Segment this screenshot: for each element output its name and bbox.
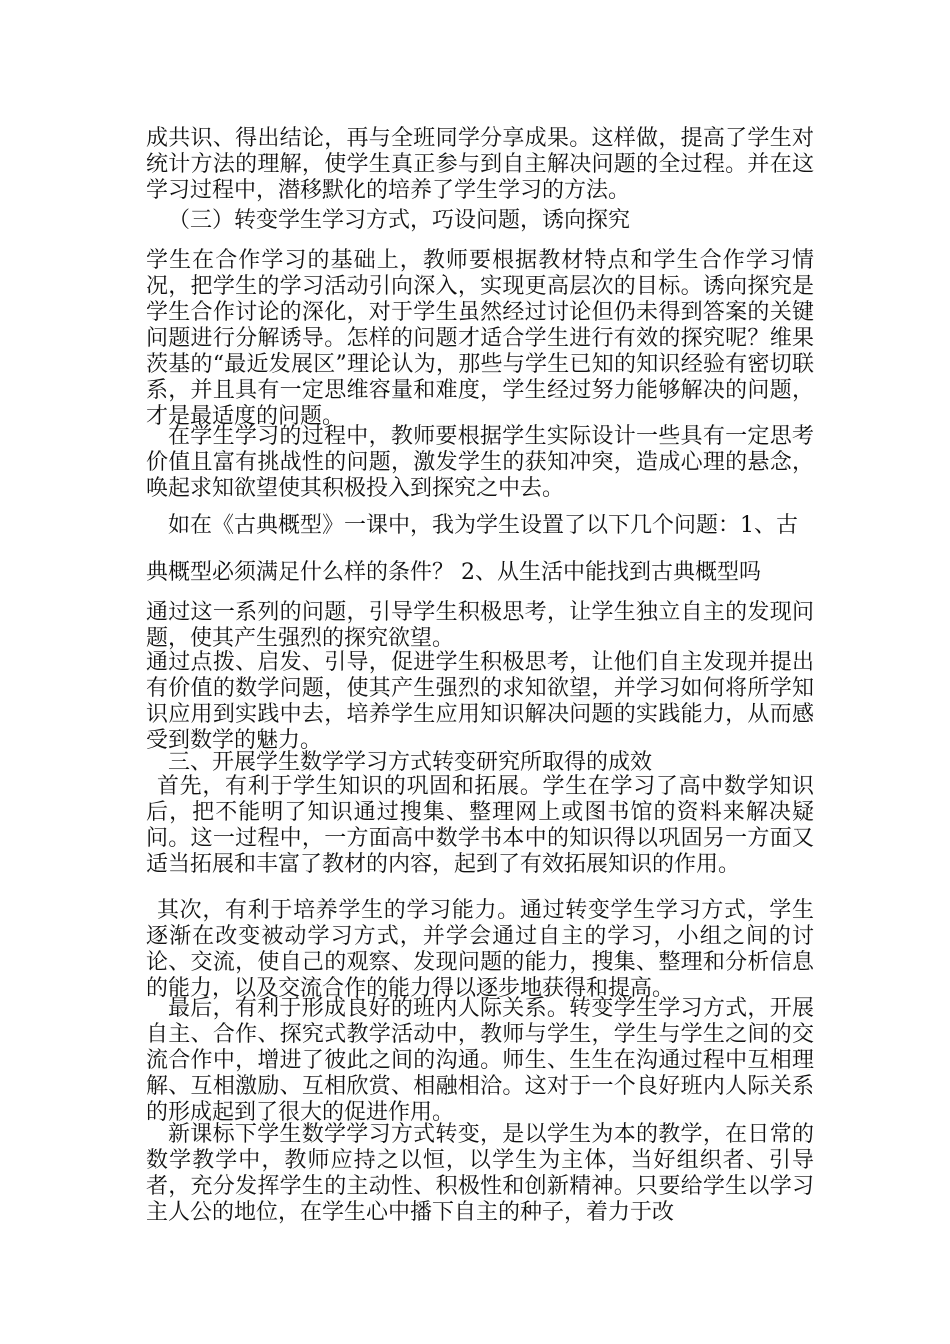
- paragraph-example-line2: 典概型必须满足什么样的条件？ 2、从生活中能找到古典概型吗: [146, 560, 761, 585]
- paragraph-intro: 成共识、得出结论，再与全班同学分享成果。这样做，提高了学生对统计方法的理解，使学生真正参与到自主解决问题的全过程。并在这学习过程中，潜移默化的培养了学生学习的方法。: [146, 126, 814, 203]
- paragraph-guidance: 通过点拨、启发、引导，促进学生积极思考，让他们自主发现并提出有价值的数学问题，使其产生强烈的求知欲望，并学习如何将所学知识应用到实践中去，培养学生应用知识解决问题的实践能力，从而感受到数学的魅力。: [146, 650, 814, 753]
- paragraph-example-line1: 如在《古典概型》一课中，我为学生设置了以下几个问题：1、古: [168, 513, 798, 538]
- paragraph-finally: 最后，有利于形成良好的班内人际关系。转变学生学习方式，开展自主、合作、探究式教学活动中，教师与学生，学生与学生之间的交流合作中，增进了彼此之间的沟通。师生、生生在沟通过程中互相理解、互相激励、互相欣赏、相融相洽。这对于一个良好班内人际关系的形成起到了很大的促进作用。: [146, 996, 814, 1125]
- paragraph-second: 其次，有利于培养学生的学习能力。通过转变学生学习方式，学生逐渐在改变被动学习方式，并学会通过自主的学习，小组之间的讨论、交流，使自己的观察、发现问题的能力，搜集、整理和分析信息的能力，以及交流合作的能力得以逐步地获得和提高。: [146, 898, 814, 1001]
- section-heading-results: 三、开展学生数学学习方式转变研究所取得的成效: [168, 750, 653, 775]
- paragraph-design-questions: 在学生学习的过程中，教师要根据学生实际设计一些具有一定思考价值且富有挑战性的问题，激发学生的获知冲突，造成心理的悬念，唤起求知欲望使其积极投入到探究之中去。: [146, 424, 814, 501]
- paragraph-first: 首先，有利于学生知识的巩固和拓展。学生在学习了高中数学知识后，把不能明了知识通过搜集、整理网上或图书馆的资料来解决疑问。这一过程中，一方面高中数学书本中的知识得以巩固另一方面又适当拓展和丰富了教材的内容，起到了有效拓展知识的作用。: [146, 774, 814, 877]
- section-heading-3: （三）转变学生学习方式，巧设问题，诱向探究: [168, 208, 631, 233]
- paragraph-inquiry: 学生在合作学习的基础上，教师要根据教材特点和学生合作学习情况，把学生的学习活动引向深入，实现更高层次的目标。诱向探究是学生合作讨论的深化，对于学生虽然经过讨论但仍未得到答案的关键问题进行分解诱导。怎样的问题才适合学生进行有效的探究呢？维果茨基的“最近发展区”理论认为，那些与学生已知的知识经验有密切联系，并且具有一定思维容量和难度，学生经过努力能够解决的问题，才是最适度的问题。: [146, 248, 814, 429]
- paragraph-series-questions: 通过这一系列的问题，引导学生积极思考，让学生独立自主的发现问题，使其产生强烈的探究欲望。: [146, 600, 814, 651]
- paragraph-conclusion: 新课标下学生数学学习方式转变，是以学生为本的教学，在日常的数学教学中，教师应持之以恒，以学生为主体，当好组织者、引导者，充分发挥学生的主动性、积极性和创新精神。只要给学生以学习主人公的地位，在学生心中播下自主的种子，着力于改: [146, 1122, 814, 1225]
